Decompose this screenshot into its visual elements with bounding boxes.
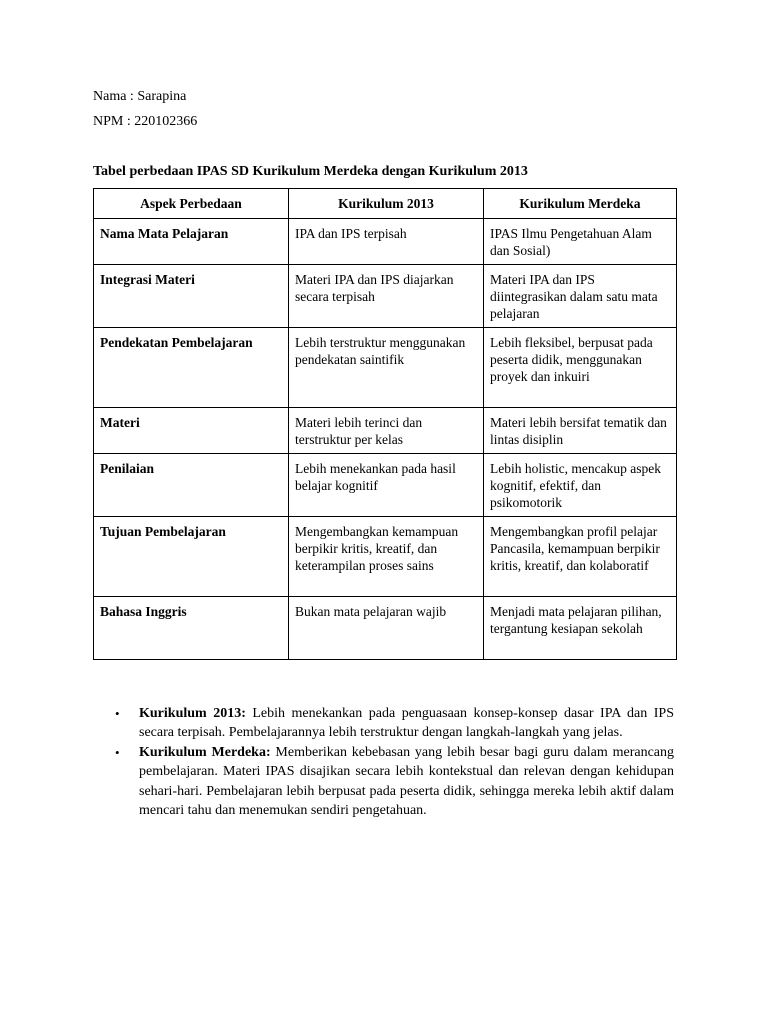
table-header-row	[94, 189, 677, 219]
bullet-term: Kurikulum 2013:	[139, 706, 246, 721]
kurikulum-merdeka-cell: Materi lebih bersifat tematik dan lintas disiplin	[484, 408, 677, 454]
bullet-term: Kurikulum Merdeka:	[139, 744, 271, 760]
table-row	[94, 597, 677, 660]
bullet-icon: •	[115, 744, 120, 760]
kurikulum-2013-cell: Bukan mata pelajaran wajib	[289, 597, 484, 660]
column-header-aspect: Aspek Perbedaan	[94, 189, 289, 219]
kurikulum-2013-cell: Materi IPA dan IPS diajarkan secara terpisah	[289, 265, 484, 328]
aspect-cell: Integrasi Materi	[94, 265, 289, 328]
bullet-text: Lebih menekankan pada penguasaan konsep-konsep dasar IPA dan IPS secara terpisah. Pembelajarannya lebih terstruktur dengan langkah-langkah yang jelas.	[139, 706, 674, 741]
aspect-cell: Penilaian	[94, 454, 289, 517]
aspect-cell: Pendekatan Pembelajaran	[94, 328, 289, 408]
kurikulum-merdeka-cell: Menjadi mata pelajaran pilihan, tergantung kesiapan sekolah	[484, 597, 677, 660]
kurikulum-merdeka-cell: IPAS Ilmu Pengetahuan Alam dan Sosial)	[484, 219, 677, 265]
aspect-cell: Tujuan Pembelajaran	[94, 517, 289, 597]
kurikulum-merdeka-cell: Lebih holistic, mencakup aspek kognitif, efektif, dan psikomotorik	[484, 454, 677, 517]
bullet-text: Memberikan kebebasan yang lebih besar bagi guru dalam merancang pembelajaran. Materi IPAS disajikan secara lebih kontekstual dan relevan dengan kehidupan sehari-hari. Pembelajaran lebih berpusat pada peserta didik, sehingga mereka lebih aktif dalam mencari tahu dan menemukan sendiri pengetahuan.	[139, 744, 674, 819]
list-item	[115, 704, 674, 743]
table-row	[94, 517, 677, 597]
student-name-line: Nama : Sarapina	[93, 89, 187, 104]
kurikulum-2013-cell: IPA dan IPS terpisah	[289, 219, 484, 265]
table-title: Tabel perbedaan IPAS SD Kurikulum Merdeka dengan Kurikulum 2013	[93, 164, 528, 179]
kurikulum-2013-cell: Mengembangkan kemampuan berpikir kritis, kreatif, dan keterampilan proses sains	[289, 517, 484, 597]
aspect-cell: Nama Mata Pelajaran	[94, 219, 289, 265]
kurikulum-2013-cell: Lebih menekankan pada hasil belajar kognitif	[289, 454, 484, 517]
table-row	[94, 408, 677, 454]
comparison-table	[93, 188, 677, 660]
summary-bullet-list	[115, 704, 674, 820]
column-header-kurikulum-merdeka: Kurikulum Merdeka	[484, 189, 677, 219]
kurikulum-merdeka-cell: Lebih fleksibel, berpusat pada peserta didik, menggunakan proyek dan inkuiri	[484, 328, 677, 408]
column-header-kurikulum-2013: Kurikulum 2013	[289, 189, 484, 219]
kurikulum-merdeka-cell: Mengembangkan profil pelajar Pancasila, kemampuan berpikir kritis, kreatif, dan kolaboratif	[484, 517, 677, 597]
list-item	[115, 743, 674, 821]
aspect-cell: Bahasa Inggris	[94, 597, 289, 660]
table-row	[94, 328, 677, 408]
table-row	[94, 265, 677, 328]
kurikulum-2013-cell: Lebih terstruktur menggunakan pendekatan saintifik	[289, 328, 484, 408]
kurikulum-2013-cell: Materi lebih terinci dan terstruktur per kelas	[289, 408, 484, 454]
table-row	[94, 219, 677, 265]
aspect-cell: Materi	[94, 408, 289, 454]
student-npm-line: NPM : 220102366	[93, 114, 198, 129]
kurikulum-merdeka-cell: Materi IPA dan IPS diintegrasikan dalam satu mata pelajaran	[484, 265, 677, 328]
bullet-icon: •	[115, 706, 120, 721]
table-row	[94, 454, 677, 517]
